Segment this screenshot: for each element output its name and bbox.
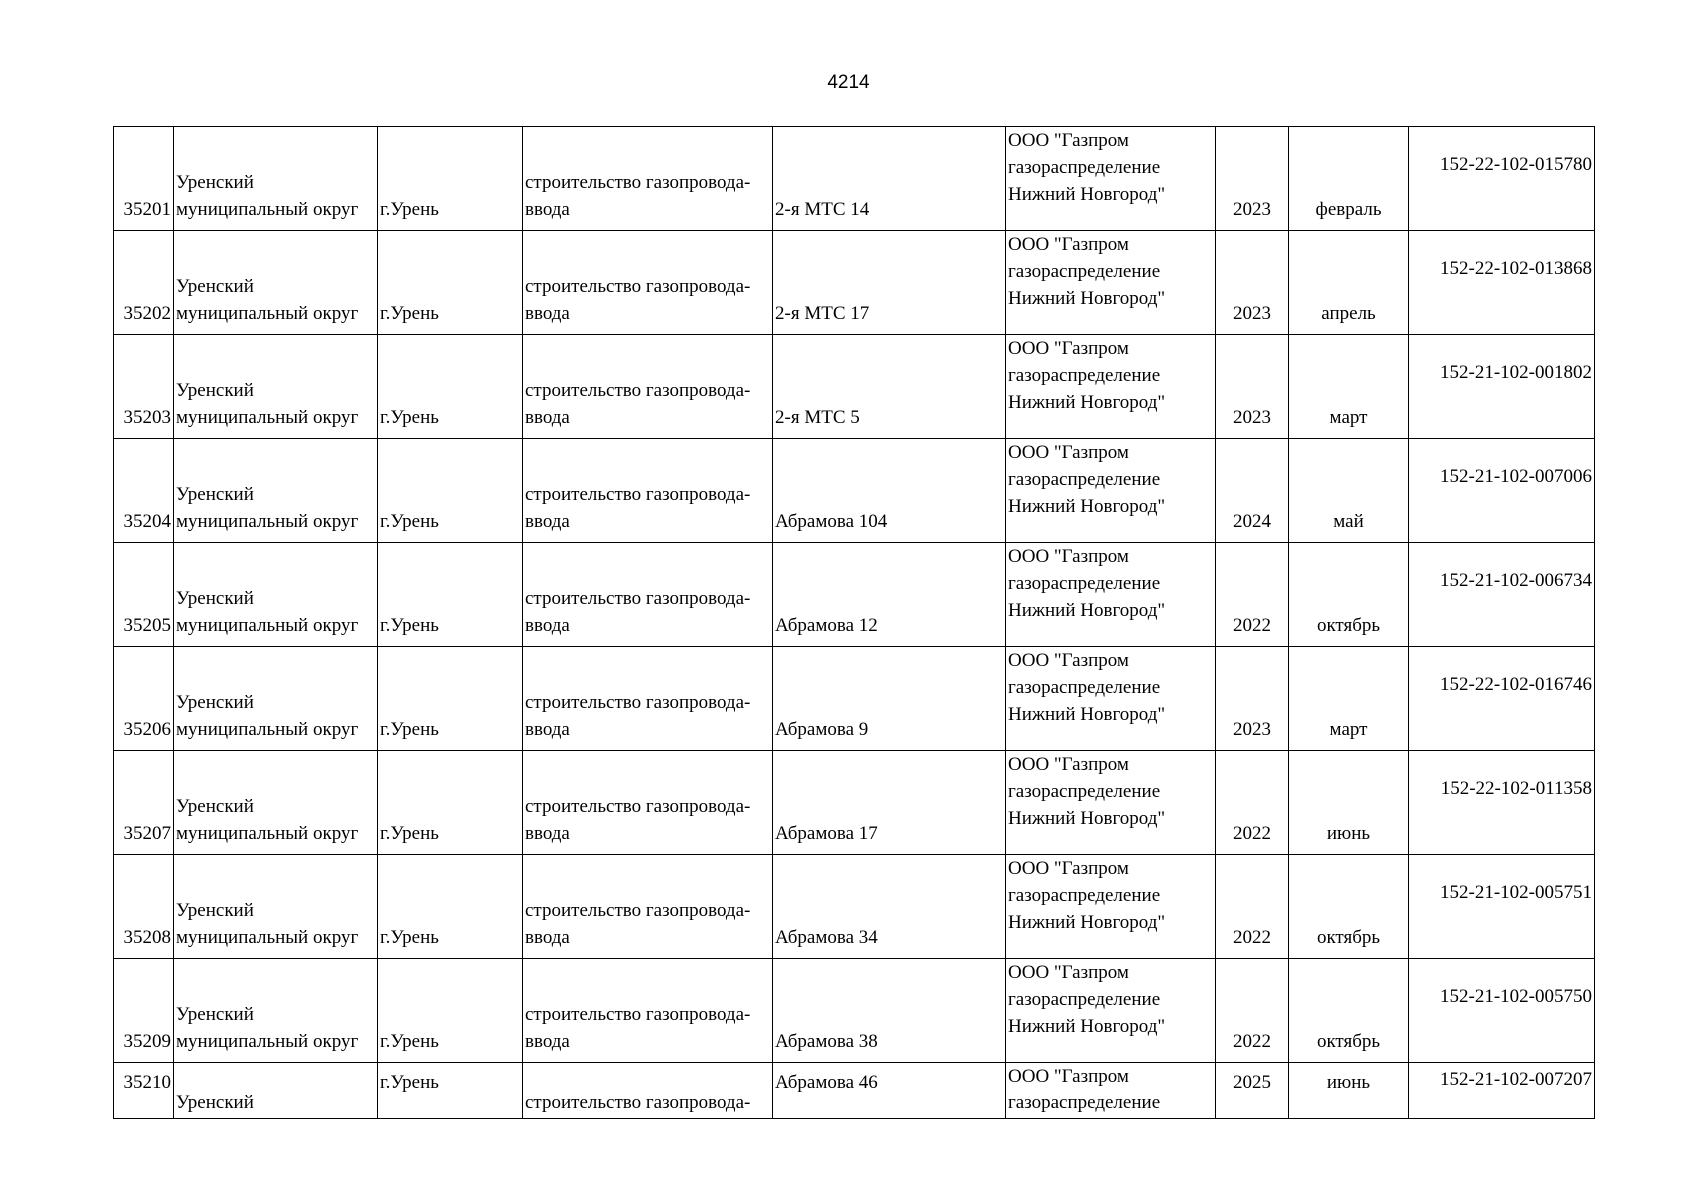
organization-cell xyxy=(1006,335,1216,439)
address-cell xyxy=(773,127,1006,231)
year: 2022 xyxy=(1233,615,1271,636)
district: Уренский xyxy=(176,1092,254,1113)
work-type-cell xyxy=(523,855,773,959)
code-cell xyxy=(1409,231,1595,335)
address: Абрамова 9 xyxy=(775,719,869,740)
locality-cell xyxy=(378,127,523,231)
locality: г.Урень xyxy=(380,719,439,740)
code-cell xyxy=(1409,1063,1595,1119)
locality-cell xyxy=(378,439,523,543)
year-cell xyxy=(1216,335,1289,439)
work-type-cell xyxy=(523,751,773,855)
work-type: строительство газопровода-ввода xyxy=(525,484,751,532)
year-cell xyxy=(1216,751,1289,855)
locality: г.Урень xyxy=(380,615,439,636)
address-cell xyxy=(773,543,1006,647)
month: июнь xyxy=(1326,1072,1371,1093)
address-cell xyxy=(773,647,1006,751)
address: 2-я МТС 14 xyxy=(775,199,870,220)
organization: ООО "Газпром газораспределение Нижний Новгород" xyxy=(1008,754,1166,829)
work-type-cell xyxy=(523,543,773,647)
work-type: строительство газопровода-ввода xyxy=(525,796,751,844)
address-cell xyxy=(773,751,1006,855)
month: апрель xyxy=(1321,303,1376,324)
code-cell xyxy=(1409,855,1595,959)
year-cell xyxy=(1216,127,1289,231)
organization-cell xyxy=(1006,647,1216,751)
organization-cell xyxy=(1006,439,1216,543)
address-cell xyxy=(773,1063,1006,1119)
table-row xyxy=(114,959,1595,1063)
code-cell xyxy=(1409,647,1595,751)
table-row xyxy=(114,231,1595,335)
district-cell xyxy=(174,127,378,231)
work-type-cell xyxy=(523,647,773,751)
month: май xyxy=(1333,511,1364,532)
organization-cell xyxy=(1006,959,1216,1063)
locality-cell xyxy=(378,751,523,855)
year: 2025 xyxy=(1233,1072,1271,1093)
code: 152-21-102-005751 xyxy=(1440,882,1592,903)
locality-cell xyxy=(378,1063,523,1119)
address: 2-я МТС 5 xyxy=(775,407,860,428)
locality: г.Урень xyxy=(380,1072,439,1093)
month: март xyxy=(1329,719,1368,740)
district: Уренский муниципальный округ xyxy=(176,900,359,948)
code-cell xyxy=(1409,439,1595,543)
year-cell xyxy=(1216,1063,1289,1119)
work-type-cell xyxy=(523,439,773,543)
locality-cell xyxy=(378,335,523,439)
year-cell xyxy=(1216,439,1289,543)
row-number-cell xyxy=(114,543,174,647)
district-cell xyxy=(174,1063,378,1119)
address: Абрамова 17 xyxy=(775,823,878,844)
table-body xyxy=(114,127,1595,1119)
organization-cell xyxy=(1006,543,1216,647)
address-cell xyxy=(773,335,1006,439)
table-row xyxy=(114,335,1595,439)
district-cell xyxy=(174,231,378,335)
district: Уренский муниципальный округ xyxy=(176,484,359,532)
row-number-cell xyxy=(114,647,174,751)
organization: ООО "Газпром газораспределение Нижний Новгород" xyxy=(1008,650,1166,725)
work-type: строительство газопровода-ввода xyxy=(525,276,751,324)
locality: г.Урень xyxy=(380,823,439,844)
locality-cell xyxy=(378,543,523,647)
year: 2022 xyxy=(1233,823,1271,844)
month: октябрь xyxy=(1316,1031,1381,1052)
district-cell xyxy=(174,751,378,855)
row-number: 35203 xyxy=(123,407,171,428)
work-type: строительство газопровода-ввода xyxy=(525,172,751,220)
year-cell xyxy=(1216,647,1289,751)
page-number: 4214 xyxy=(827,72,870,93)
year: 2022 xyxy=(1233,1031,1271,1052)
code-cell xyxy=(1409,127,1595,231)
organization-line-2: газораспределение xyxy=(1008,1092,1161,1113)
locality: г.Урень xyxy=(380,1031,439,1052)
year: 2023 xyxy=(1233,303,1271,324)
district-cell xyxy=(174,543,378,647)
year: 2023 xyxy=(1233,199,1271,220)
district: Уренский муниципальный округ xyxy=(176,172,359,220)
organization-cell xyxy=(1006,127,1216,231)
row-number: 35209 xyxy=(123,1031,171,1052)
locality: г.Урень xyxy=(380,511,439,532)
work-type: строительство газопровода-ввода xyxy=(525,900,751,948)
code-cell xyxy=(1409,543,1595,647)
address: Абрамова 34 xyxy=(775,927,878,948)
organization: ООО "Газпром газораспределение Нижний Новгород" xyxy=(1008,442,1166,517)
organization: ООО "Газпром газораспределение Нижний Новгород" xyxy=(1008,338,1166,413)
address-cell xyxy=(773,855,1006,959)
month-cell xyxy=(1289,959,1409,1063)
work-type-cell xyxy=(523,127,773,231)
year: 2023 xyxy=(1233,719,1271,740)
district: Уренский муниципальный округ xyxy=(176,276,359,324)
district-cell xyxy=(174,335,378,439)
month-cell xyxy=(1289,855,1409,959)
district: Уренский муниципальный округ xyxy=(176,796,359,844)
code-cell xyxy=(1409,751,1595,855)
code: 152-21-102-001802 xyxy=(1440,362,1592,383)
code: 152-22-102-016746 xyxy=(1440,674,1592,695)
month-cell xyxy=(1289,1063,1409,1119)
organization-cell xyxy=(1006,1063,1216,1119)
month-cell xyxy=(1289,439,1409,543)
district-cell xyxy=(174,439,378,543)
table-row xyxy=(114,751,1595,855)
gas-pipeline-table xyxy=(113,126,1595,1119)
table-row xyxy=(114,855,1595,959)
organization-cell xyxy=(1006,231,1216,335)
row-number: 35207 xyxy=(123,823,171,844)
organization-line-1: ООО "Газпром xyxy=(1008,1066,1129,1087)
address: Абрамова 46 xyxy=(775,1072,878,1093)
organization: ООО "Газпром газораспределение Нижний Новгород" xyxy=(1008,546,1166,621)
table-row xyxy=(114,439,1595,543)
row-number: 35206 xyxy=(123,719,171,740)
month-cell xyxy=(1289,647,1409,751)
locality-cell xyxy=(378,959,523,1063)
row-number-cell xyxy=(114,751,174,855)
locality-cell xyxy=(378,231,523,335)
address: Абрамова 38 xyxy=(775,1031,878,1052)
organization: ООО "Газпром газораспределение Нижний Новгород" xyxy=(1008,234,1166,309)
row-number-cell xyxy=(114,127,174,231)
month: март xyxy=(1329,407,1368,428)
district-cell xyxy=(174,959,378,1063)
address-cell xyxy=(773,231,1006,335)
work-type: строительство газопровода- xyxy=(525,1092,751,1113)
month: февраль xyxy=(1315,199,1382,220)
year: 2023 xyxy=(1233,407,1271,428)
year-cell xyxy=(1216,543,1289,647)
table-row-partial xyxy=(114,1063,1595,1119)
address-cell xyxy=(773,439,1006,543)
table-row xyxy=(114,543,1595,647)
organization-cell xyxy=(1006,751,1216,855)
code-cell xyxy=(1409,959,1595,1063)
organization-cell xyxy=(1006,855,1216,959)
month: июнь xyxy=(1326,823,1371,844)
row-number-cell xyxy=(114,231,174,335)
month-cell xyxy=(1289,543,1409,647)
code: 152-21-102-006734 xyxy=(1440,570,1592,591)
work-type: строительство газопровода-ввода xyxy=(525,380,751,428)
row-number-cell xyxy=(114,855,174,959)
code: 152-21-102-005750 xyxy=(1440,986,1592,1007)
year: 2024 xyxy=(1233,511,1271,532)
year-cell xyxy=(1216,855,1289,959)
row-number-cell xyxy=(114,959,174,1063)
work-type-cell xyxy=(523,1063,773,1119)
work-type: строительство газопровода-ввода xyxy=(525,692,751,740)
work-type: строительство газопровода-ввода xyxy=(525,1004,751,1052)
row-number: 35205 xyxy=(123,615,171,636)
code: 152-21-102-007006 xyxy=(1440,466,1592,487)
organization: ООО "Газпром газораспределение Нижний Новгород" xyxy=(1008,130,1166,205)
code-cell xyxy=(1409,335,1595,439)
organization: ООО "Газпром газораспределение Нижний Новгород" xyxy=(1008,858,1166,933)
row-number-cell xyxy=(114,1063,174,1119)
work-type-cell xyxy=(523,335,773,439)
month-cell xyxy=(1289,335,1409,439)
year: 2022 xyxy=(1233,927,1271,948)
district: Уренский муниципальный округ xyxy=(176,588,359,636)
locality: г.Урень xyxy=(380,303,439,324)
district: Уренский муниципальный округ xyxy=(176,380,359,428)
row-number: 35204 xyxy=(123,511,171,532)
row-number: 35202 xyxy=(123,303,171,324)
year-cell xyxy=(1216,959,1289,1063)
address: Абрамова 12 xyxy=(775,615,878,636)
locality-cell xyxy=(378,855,523,959)
work-type-cell xyxy=(523,959,773,1063)
locality: г.Урень xyxy=(380,407,439,428)
locality: г.Урень xyxy=(380,199,439,220)
address-cell xyxy=(773,959,1006,1063)
month: октябрь xyxy=(1316,615,1381,636)
year-cell xyxy=(1216,231,1289,335)
code: 152-22-102-013868 xyxy=(1440,258,1592,279)
address: 2-я МТС 17 xyxy=(775,303,870,324)
district-cell xyxy=(174,647,378,751)
month: октябрь xyxy=(1316,927,1381,948)
work-type: строительство газопровода-ввода xyxy=(525,588,751,636)
code: 152-21-102-007207 xyxy=(1440,1069,1592,1090)
district: Уренский муниципальный округ xyxy=(176,1004,359,1052)
code: 152-22-102-011358 xyxy=(1440,778,1592,799)
address: Абрамова 104 xyxy=(775,511,888,532)
locality-cell xyxy=(378,647,523,751)
row-number-cell xyxy=(114,439,174,543)
table-row xyxy=(114,647,1595,751)
work-type-cell xyxy=(523,231,773,335)
locality: г.Урень xyxy=(380,927,439,948)
month-cell xyxy=(1289,127,1409,231)
month-cell xyxy=(1289,231,1409,335)
row-number: 35201 xyxy=(123,199,171,220)
table-row xyxy=(114,127,1595,231)
row-number-cell xyxy=(114,335,174,439)
code: 152-22-102-015780 xyxy=(1440,154,1592,175)
organization: ООО "Газпром газораспределение Нижний Новгород" xyxy=(1008,962,1166,1037)
district: Уренский муниципальный округ xyxy=(176,692,359,740)
district-cell xyxy=(174,855,378,959)
month-cell xyxy=(1289,751,1409,855)
row-number: 35208 xyxy=(123,927,171,948)
row-number: 35210 xyxy=(123,1072,171,1093)
